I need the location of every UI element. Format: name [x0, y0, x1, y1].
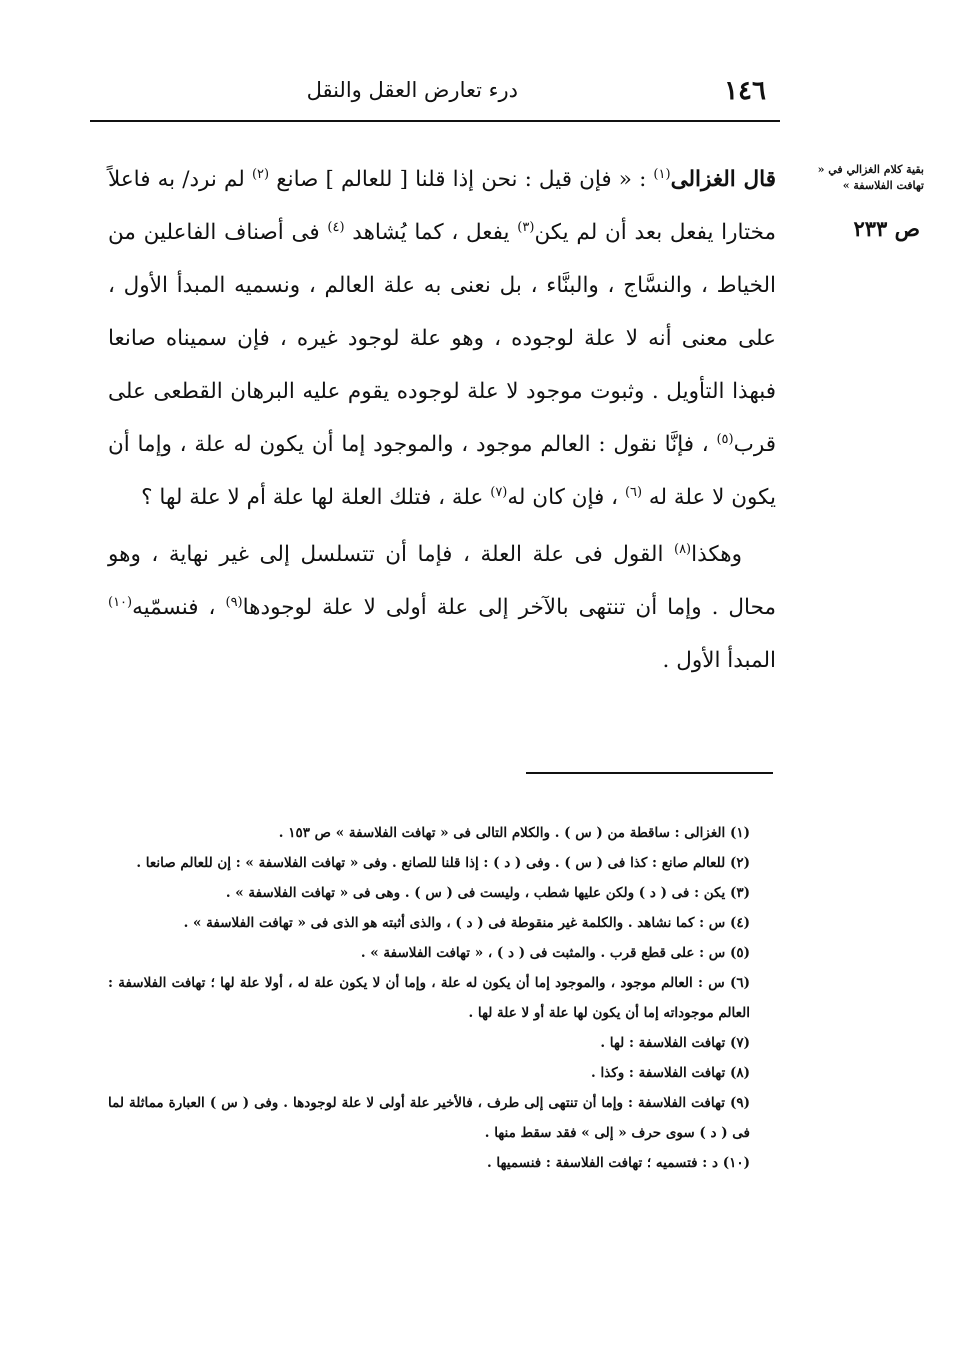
text-run: القول فى علة العلة ، فإما أن تتسلسل إلى غير نهاية ، وهو محال . وإما أن تنتهى بالآخر إلى علة أولى لا علة لوجودها — [108, 542, 777, 620]
footnote-ref: (١٠) — [108, 594, 133, 610]
text-run: فى أصناف الفاعلين من الخياط ، والنسَّاج ، والبنَّاء ، بل نعنى به علة العالم ، ونسميه المبدأ الأول ، على معنى أنه لا علة لوجوده ، وهو علة لوجود غيره ، فإن سميناه صانعا فبهذا التأويل . وثبوت موجود لا علة لوجوده يقوم عليه البرهان القطعى على قرب — [108, 220, 776, 457]
text-run: المبدأ الأول . — [662, 648, 776, 673]
footnote-ref: (٧) — [490, 484, 508, 500]
footnote-ref: (٤) — [327, 219, 345, 235]
main-text — [108, 153, 776, 687]
text-run: ، فإنَّا نقول : العالم موجود ، والموجود إما أن يكون له علة ، وإما أن يكون لا علة له — [108, 432, 776, 510]
footnote: (٧) تهافت الفلاسفة : لها . — [600, 1035, 750, 1051]
footnote: (١٠) د : فتسميه ؛ تهافت الفلاسفة : فنسميها . — [487, 1155, 750, 1171]
text-run: ، فإن كان له — [507, 485, 619, 510]
footnote: (٣) يكن : فى ( د ) ولكن عليها شطب ، وليست فى ( س ) . وهى فى « تهافت الفلاسفة » . — [225, 885, 750, 901]
footnote-rule — [526, 772, 773, 774]
header-rule — [90, 120, 780, 122]
page-number: ١٤٦ — [724, 76, 766, 106]
text-run: وهكذا — [691, 542, 742, 567]
footnote-ref: (٩) — [225, 594, 243, 610]
footnote: (٤) س : كما نشاهد . والكلمة غير منقوطة فى ( د ) ، والذى أثبته هو الذى فى « تهافت الفلاسفة » . — [183, 915, 750, 931]
footnote-ref: (٥) — [716, 431, 734, 447]
margin-page-reference: ص ٢٣٣ — [853, 216, 920, 241]
paragraph-2 — [108, 528, 776, 687]
footnote: (١) الغزالى : ساقطة من ( س ) . والكلام التالى فى « تهافت الفلاسفة » ص ١٥٣ . — [278, 825, 750, 841]
text-run: لم نرد/ به فاعلاً مختارا يفعل بعد أن لم يكن — [108, 167, 776, 245]
footnote: (٥) س : على قطع قرب . والمثبت فى ( د ) ، « تهافت الفلاسفة » . — [360, 945, 750, 961]
text-run: : « فإن قيل : نحن إذا قلنا [ للعالم ] صانع — [276, 167, 647, 192]
text-run: يفعل ، كما يُشاهد — [352, 220, 510, 245]
footnotes — [108, 818, 776, 1178]
text-run: ، فنسمّيه — [132, 595, 216, 620]
footnote: (٨) تهافت الفلاسفة : وكذا . — [591, 1065, 750, 1081]
footnote-ref: (٦) — [624, 484, 643, 500]
page-header — [90, 76, 780, 112]
footnote: (٢) للعالم صانع : كذا فى ( س ) . وفى ( د ) : إذا قلنا للصانع . وفى « تهافت الفلاسفة » : إن للعالم صانعا . — [136, 855, 750, 871]
running-title: درء تعارض العقل والنقل — [306, 78, 518, 102]
footnote: (٦) س : العالم موجود ، والموجود إما أن يكون له علة ، وإما أن لا يكون علة له ، أولا علة لها ؛ تهافت الفلاسفة : العالم موجوداته إما أن يكون لها علة أو لا علة لها . — [108, 975, 750, 1021]
footnote-ref: (٣) — [517, 219, 535, 235]
footnote: (٩) تهافت الفلاسفة : وإما أن تنتهى إلى طرف ، فالأخير علة أولى لا علة لوجودها . وفى ( س ) العبارة مماثلة لما فى ( د ) سوى حرف « إلى » فقد سقط منها . — [108, 1095, 750, 1141]
footnote-ref: (٢) — [251, 166, 270, 182]
paragraph-1 — [108, 153, 776, 524]
footnote-ref: (٨) — [673, 541, 692, 557]
margin-note: بقية كلام الغزالي في « تهافت الفلاسفة » — [817, 163, 924, 192]
lead-phrase: قال الغزالى — [670, 167, 776, 192]
footnote-ref: (١) — [653, 166, 671, 182]
text-run: علة ، فتلك العلة لها علة أم لا علة لها ؟ — [141, 485, 484, 510]
